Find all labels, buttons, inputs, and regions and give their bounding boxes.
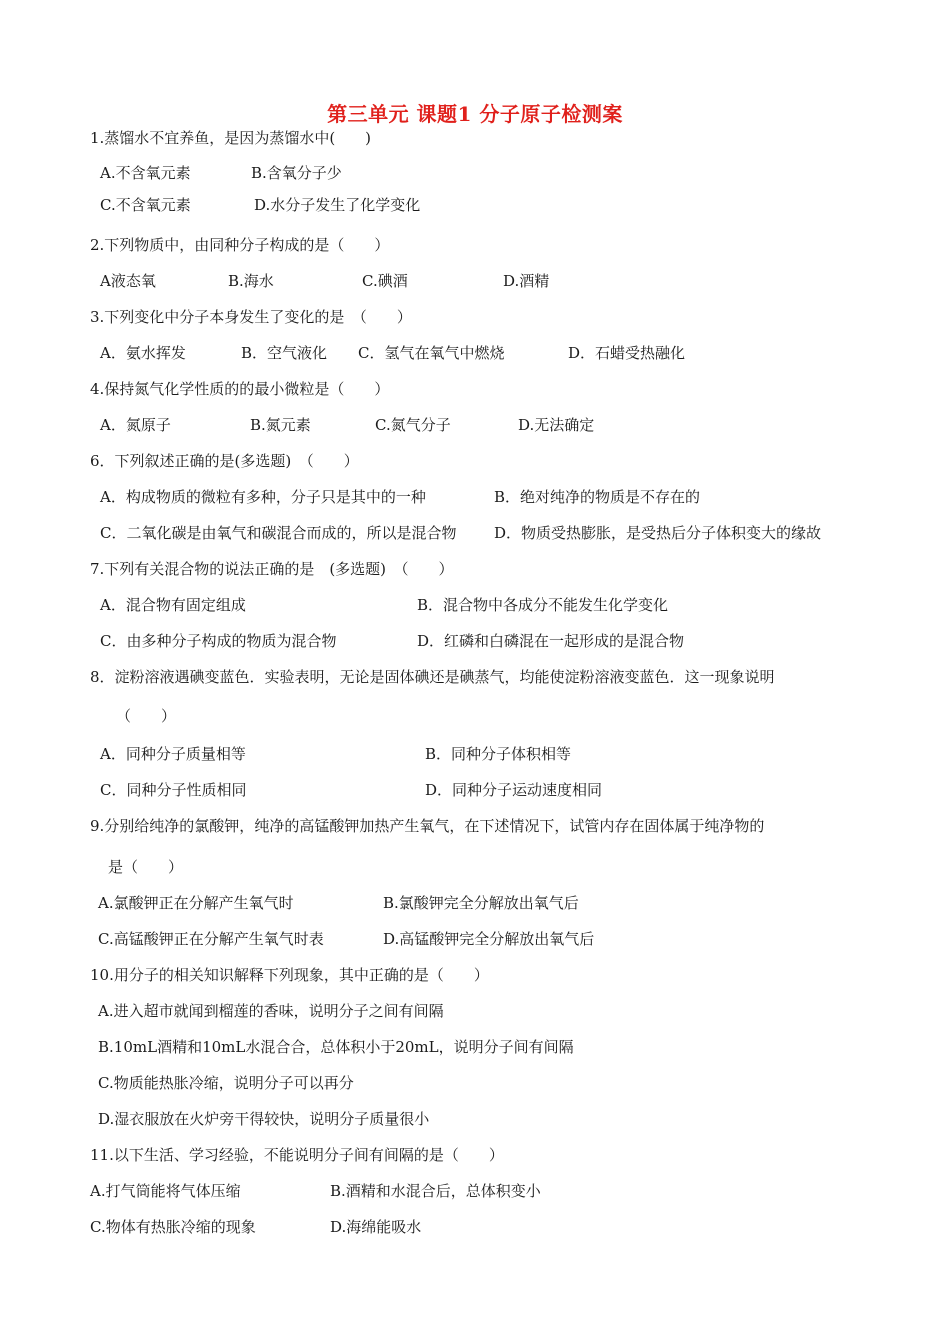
question-11-option-c: C.物体有热胀冷缩的现象 [90,1218,256,1236]
question-9-stem: 9.分别给纯净的氯酸钾，纯净的高锰酸钾加热产生氧气，在下述情况下，试管内存在固体属于纯净物的 [90,817,765,835]
question-9-stem-continued: 是（ ） [108,858,184,876]
question-11-stem: 11.以下生活、学习经验，不能说明分子间有间隔的是（ ） [90,1146,504,1164]
question-8-option-b: B．同种分子体积相等 [425,745,572,763]
question-7-option-a: A．混合物有固定组成 [100,596,246,614]
question-9-option-a: A.氯酸钾正在分解产生氧气时 [98,894,294,912]
question-3-option-d: D．石蜡受热融化 [568,344,686,362]
question-1-option-a: A.不含氧元素 [100,164,191,182]
question-6-option-d: D．物质受热膨胀，是受热后分子体积变大的缘故 [494,524,822,542]
question-2-option-b: B.海水 [228,272,274,290]
question-3-option-c: C．氢气在氧气中燃烧 [358,344,505,362]
question-4-option-b: B.氮元素 [250,416,311,434]
question-9-option-d: D.高锰酸钾完全分解放出氧气后 [383,930,595,948]
page-title: 第三单元 课题1 分子原子检测案 [327,102,623,126]
question-3-option-b: B．空气液化 [241,344,328,362]
question-1-option-b: B.含氧分子少 [251,164,342,182]
question-8-option-a: A．同种分子质量相等 [100,745,246,763]
question-11-option-b: B.酒精和水混合后，总体积变小 [330,1182,541,1200]
question-8-option-c: C．同种分子性质相同 [100,781,247,799]
question-2-option-c: C.碘酒 [362,272,408,290]
question-1-option-d: D.水分子发生了化学变化 [254,196,421,214]
question-6-stem: 6．下列叙述正确的是(多选题) （ ） [90,452,359,470]
question-6-option-a: A．构成物质的微粒有多种，分子只是其中的一种 [100,488,426,506]
question-3-option-a: A．氨水挥发 [100,344,186,362]
question-1-option-c: C.不含氧元素 [100,196,191,214]
question-8-stem: 8．淀粉溶液遇碘变蓝色．实验表明，无论是固体碘还是碘蒸气，均能使淀粉溶液变蓝色．这一现象说明 [90,668,775,686]
question-9-option-c: C.高锰酸钾正在分解产生氧气时表 [98,930,324,948]
question-11-option-a: A.打气筒能将气体压缩 [90,1182,241,1200]
question-6-option-c: C．二氧化碳是由氧气和碳混合而成的，所以是混合物 [100,524,457,542]
question-1-stem: 1.蒸馏水不宜养鱼，是因为蒸馏水中( ) [90,129,372,147]
question-3-stem: 3.下列变化中分子本身发生了变化的是 （ ） [90,308,412,326]
question-6-option-b: B．绝对纯净的物质是不存在的 [494,488,701,506]
question-4-option-c: C.氮气分子 [375,416,451,434]
question-10-option-b: B.10mL酒精和10mL水混合合，总体积小于20mL，说明分子间有间隔 [98,1038,574,1056]
question-4-stem: 4.保持氮气化学性质的的最小微粒是（ ） [90,380,390,398]
question-4-option-d: D.无法确定 [518,416,595,434]
question-9-option-b: B.氯酸钾完全分解放出氧气后 [383,894,579,912]
question-10-stem: 10.用分子的相关知识解释下列现象，其中正确的是（ ） [90,966,489,984]
question-2-option-d: D.酒精 [503,272,550,290]
question-10-option-d: D.湿衣服放在火炉旁干得较快，说明分子质量很小 [98,1110,430,1128]
question-2-option-a: A液态氧 [100,272,156,290]
question-10-option-c: C.物质能热胀冷缩，说明分子可以再分 [98,1074,354,1092]
question-7-stem: 7.下列有关混合物的说法正确的是 (多选题) （ ） [90,560,454,578]
question-10-option-a: A.进入超市就闻到榴莲的香味，说明分子之间有间隔 [98,1002,444,1020]
question-4-option-a: A．氮原子 [100,416,171,434]
question-7-option-d: D．红磷和白磷混在一起形成的是混合物 [417,632,685,650]
question-7-option-b: B．混合物中各成分不能发生化学变化 [417,596,669,614]
question-7-option-c: C．由多种分子构成的物质为混合物 [100,632,337,650]
question-8-stem-continued: （ ） [116,707,177,725]
question-11-option-d: D.海绵能吸水 [330,1218,422,1236]
question-2-stem: 2.下列物质中，由同种分子构成的是（ ） [90,236,390,254]
question-8-option-d: D．同种分子运动速度相同 [425,781,603,799]
